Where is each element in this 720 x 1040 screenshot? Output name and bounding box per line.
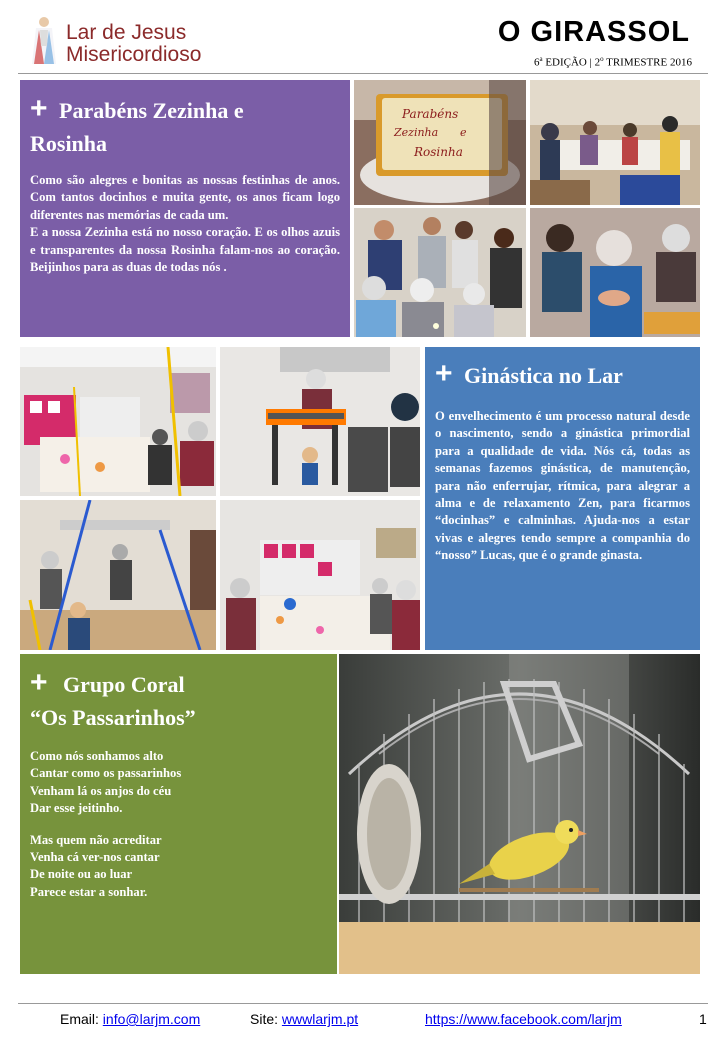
party-room-photo xyxy=(530,80,700,205)
edition-sup: a xyxy=(539,55,543,63)
jesus-figure-logo-icon xyxy=(30,16,58,68)
organization-name xyxy=(66,22,201,66)
trimester-sup: o xyxy=(600,55,604,63)
poem-line: De noite ou ao luar xyxy=(30,867,133,882)
choir-title-line2: “Os Passarinhos” xyxy=(30,705,196,730)
poem-line: Parece estar a sonhar. xyxy=(30,884,148,899)
treadmill-photo xyxy=(220,347,420,496)
poem-line: Venha cá ver-nos cantar xyxy=(30,850,160,865)
cake-text-2: Zezinha xyxy=(394,126,439,139)
poem-line: Como nós sonhamos alto xyxy=(30,749,164,763)
birthday-cake-photo xyxy=(354,80,526,205)
edition-info xyxy=(534,55,692,69)
footer-site xyxy=(250,1011,358,1027)
site-label: Site: xyxy=(250,1011,282,1027)
gym-room-photo-1 xyxy=(20,347,216,496)
trimester-label: TRIMESTRE 2016 xyxy=(603,56,692,69)
edition-label: EDIÇÃO | 2 xyxy=(542,56,601,69)
birthday-paragraph-1: Como são alegres e bonitas as nossas festinhas de anos. Com tantos docinhos e muita gente, os anos ficam logo diferentes nas memórias de cada um. xyxy=(30,173,340,222)
email-label: Email: xyxy=(60,1011,103,1027)
plus-icon: + xyxy=(30,92,48,125)
footer-divider xyxy=(18,1003,708,1004)
poem-line: Venham lá os anjos do céu xyxy=(30,783,172,798)
gymnastics-paragraph: O envelhecimento é um processo natural desde o nascimento, sendo a ginástica primordial para a qualidade de vida. Nós cá, todas as semanas fazemos ginástica, de manutenção, para não enferrujar, rítmica, para alegrar a alma e de relaxamento Zen, para ficarmos “docinhas” e calminhas. Ajuda-nos a estar vivas e alegres tendo sempre a companhia do “nosso” Lucas, que é o grande ginasta. xyxy=(435,409,690,563)
poem-line: Cantar como os passarinhos xyxy=(30,766,182,781)
org-name-line2: Misericordioso xyxy=(66,43,202,66)
gym-room-photo-2 xyxy=(220,500,420,650)
page-number: 1 xyxy=(699,1011,707,1027)
cake-text-1: Parabéns xyxy=(402,107,459,121)
poem-line: Mas quem não acreditar xyxy=(30,832,162,847)
bird-cage-photo xyxy=(339,654,700,974)
poem-line: Dar esse jeitinho. xyxy=(30,801,123,816)
plus-icon: + xyxy=(30,666,48,699)
newsletter-title: O GIRASSOL xyxy=(497,16,690,48)
elderly-women-photo xyxy=(530,208,700,337)
birthday-title-line1: Parabéns Zezinha e xyxy=(59,98,244,123)
poem-verse-1 xyxy=(30,748,327,818)
choir-title xyxy=(30,666,327,701)
plus-icon: + xyxy=(435,357,453,390)
gymnastics-title xyxy=(435,357,690,392)
poem-verse-2 xyxy=(30,832,327,902)
footer-facebook xyxy=(425,1011,622,1027)
cake-text-3: e xyxy=(460,126,467,139)
gym-exercise-photo xyxy=(20,500,216,650)
cake-text-4: Rosinha xyxy=(414,145,463,159)
birthday-paragraph-2: E a nossa Zezinha está no nosso coração. E os olhos azuis e transparentes da nossa Rosinha falam-nos ao coração. Beijinhos para as duas de todas nós . xyxy=(30,225,340,275)
email-link[interactable]: info@larjm.com xyxy=(102,1011,201,1027)
choir-title-line1: Grupo Coral xyxy=(63,672,185,697)
org-name-line1: Lar de Jesus xyxy=(66,21,187,44)
edition-number: 6 xyxy=(533,56,540,69)
birthday-guests-photo xyxy=(354,208,526,337)
birthday-title xyxy=(30,92,340,127)
birthday-title-line2: Rosinha xyxy=(30,131,108,156)
footer-email xyxy=(60,1011,200,1027)
site-link[interactable]: wwwlarjm.pt xyxy=(281,1011,359,1027)
choir-section xyxy=(20,654,337,974)
gymnastics-title-text: Ginástica no Lar xyxy=(464,363,623,388)
header-divider xyxy=(18,73,708,74)
facebook-link[interactable]: https://www.facebook.com/larjm xyxy=(425,1011,622,1027)
gymnastics-section xyxy=(425,347,700,650)
birthday-section xyxy=(20,80,350,337)
